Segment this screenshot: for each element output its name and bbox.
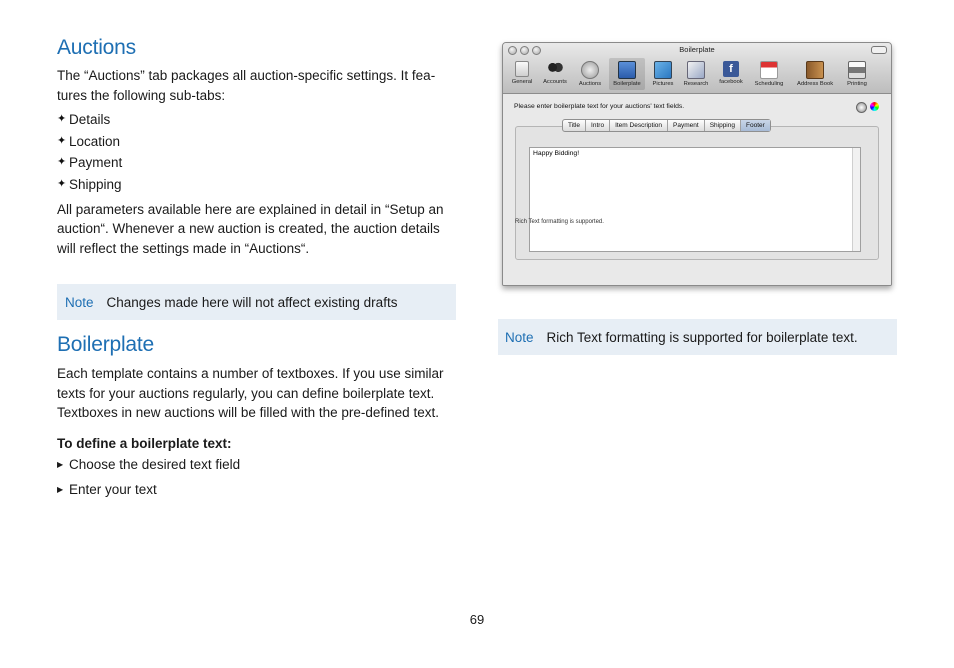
step-item — [57, 457, 240, 472]
list-item-label: Details — [69, 112, 111, 127]
font-icon[interactable] — [856, 102, 867, 113]
toolbar-label: Address Book — [797, 81, 834, 87]
auctions-para2-line3: will reflect the settings made in “Auctions“. — [57, 241, 310, 256]
pictures-icon — [654, 61, 672, 79]
tab-intro[interactable]: Intro — [586, 120, 610, 131]
triangle-right-icon: ▶ — [57, 460, 64, 469]
step-label: Enter your text — [69, 482, 157, 497]
page-number: 69 — [469, 612, 485, 627]
toolbar-facebook-button[interactable] — [713, 61, 749, 85]
list-item-label: Location — [69, 133, 121, 149]
toolbar-label: Printing — [847, 81, 867, 87]
boilerplate-line3: Textboxes in new auctions will be filled with the pre-defined text. — [57, 405, 439, 420]
toolbar-address-book-button[interactable] — [797, 61, 833, 87]
star-bullet-icon: ✦ — [57, 134, 67, 147]
tab-footer[interactable]: Footer — [741, 120, 770, 131]
preferences-window — [502, 42, 892, 286]
note-label: Note — [65, 294, 94, 310]
toolbar-label: Research — [683, 81, 709, 87]
toolbar-label: Scheduling — [754, 81, 784, 87]
rich-text-hint: Rich Text formatting is supported. — [515, 219, 604, 225]
toolbar-boilerplate-button[interactable] — [609, 58, 645, 90]
toolbar-research-button[interactable] — [678, 61, 714, 87]
auctions-para2-line2: auction“. Whenever a new auction is created, the auction details — [57, 221, 440, 236]
list-item — [57, 131, 122, 153]
window-title: Boilerplate — [679, 45, 715, 54]
tab-item-description[interactable]: Item Description — [610, 120, 668, 131]
toolbar-toggle-button[interactable] — [871, 46, 887, 54]
calendar-icon — [760, 61, 778, 79]
toolbar-label: Accounts — [543, 79, 567, 85]
toolbar-accounts-button[interactable] — [537, 61, 573, 85]
toolbar-label: Pictures — [652, 81, 674, 87]
tab-payment[interactable]: Payment — [668, 120, 705, 131]
list-item-label: Shipping — [69, 176, 122, 192]
note-text: Rich Text formatting is supported for boilerplate text. — [546, 329, 858, 345]
note-label: Note — [505, 329, 534, 345]
toolbar-pictures-button[interactable] — [645, 61, 681, 87]
boilerplate-heading: Boilerplate — [57, 333, 155, 356]
text-field-tabs — [562, 119, 771, 132]
list-item — [57, 174, 122, 196]
text-area-scrollbar[interactable] — [852, 148, 860, 251]
auction-icon — [581, 61, 599, 79]
boilerplate-line1: Each template contains a number of textboxes. If you use similar — [57, 366, 444, 381]
address-book-icon — [806, 61, 824, 79]
note-box — [498, 319, 897, 355]
auctions-subtab-list — [57, 109, 122, 195]
boilerplate-text-area[interactable] — [529, 147, 861, 252]
toolbar-label: Boilerplate — [613, 81, 641, 87]
note-text: Changes made here will not affect existing drafts — [106, 294, 398, 310]
auctions-intro-line1: The “Auctions” tab packages all auction-specific settings. It fea- — [57, 68, 436, 83]
boilerplate-prompt: Please enter boilerplate text for your auctions' text fields. — [514, 103, 685, 110]
toolbar-label: General — [511, 79, 533, 85]
boilerplate-icon — [618, 61, 636, 79]
boilerplate-subheading: To define a boilerplate text: — [57, 436, 232, 451]
star-bullet-icon: ✦ — [57, 156, 67, 168]
auctions-para2-line1: All parameters available here are explained in detail in “Setup an — [57, 202, 444, 217]
list-item-label: Payment — [69, 155, 123, 170]
triangle-right-icon: ▶ — [57, 485, 64, 494]
switch-icon — [515, 61, 529, 77]
toolbar-auctions-button[interactable] — [572, 61, 608, 87]
list-item — [57, 109, 122, 131]
list-item — [57, 152, 122, 174]
boilerplate-text: Happy Bidding! — [533, 150, 580, 157]
users-icon — [547, 61, 563, 77]
step-item — [57, 482, 157, 497]
tab-shipping[interactable]: Shipping — [705, 120, 741, 131]
toolbar-label: Auctions — [578, 81, 602, 87]
window-titlebar — [503, 43, 891, 94]
toolbar-scheduling-button[interactable] — [751, 61, 787, 87]
auctions-heading: Auctions — [57, 36, 136, 59]
tab-title[interactable]: Title — [563, 120, 586, 131]
note-box — [57, 284, 456, 320]
format-controls — [856, 102, 879, 113]
facebook-icon: f — [723, 61, 739, 77]
step-label: Choose the desired text field — [69, 457, 241, 472]
toolbar-printing-button[interactable] — [839, 61, 875, 87]
color-wheel-icon[interactable] — [870, 102, 879, 111]
toolbar-label: facebook — [719, 79, 743, 85]
printer-icon — [848, 61, 866, 79]
boilerplate-line2: texts for your auctions regularly, you can define boilerplate text. — [57, 386, 435, 401]
auctions-intro-line2: tures the following sub-tabs: — [57, 88, 226, 103]
star-bullet-icon: ✦ — [57, 113, 67, 125]
toolbar-general-button[interactable] — [504, 61, 540, 85]
star-bullet-icon: ✦ — [57, 177, 67, 190]
research-icon — [687, 61, 705, 79]
